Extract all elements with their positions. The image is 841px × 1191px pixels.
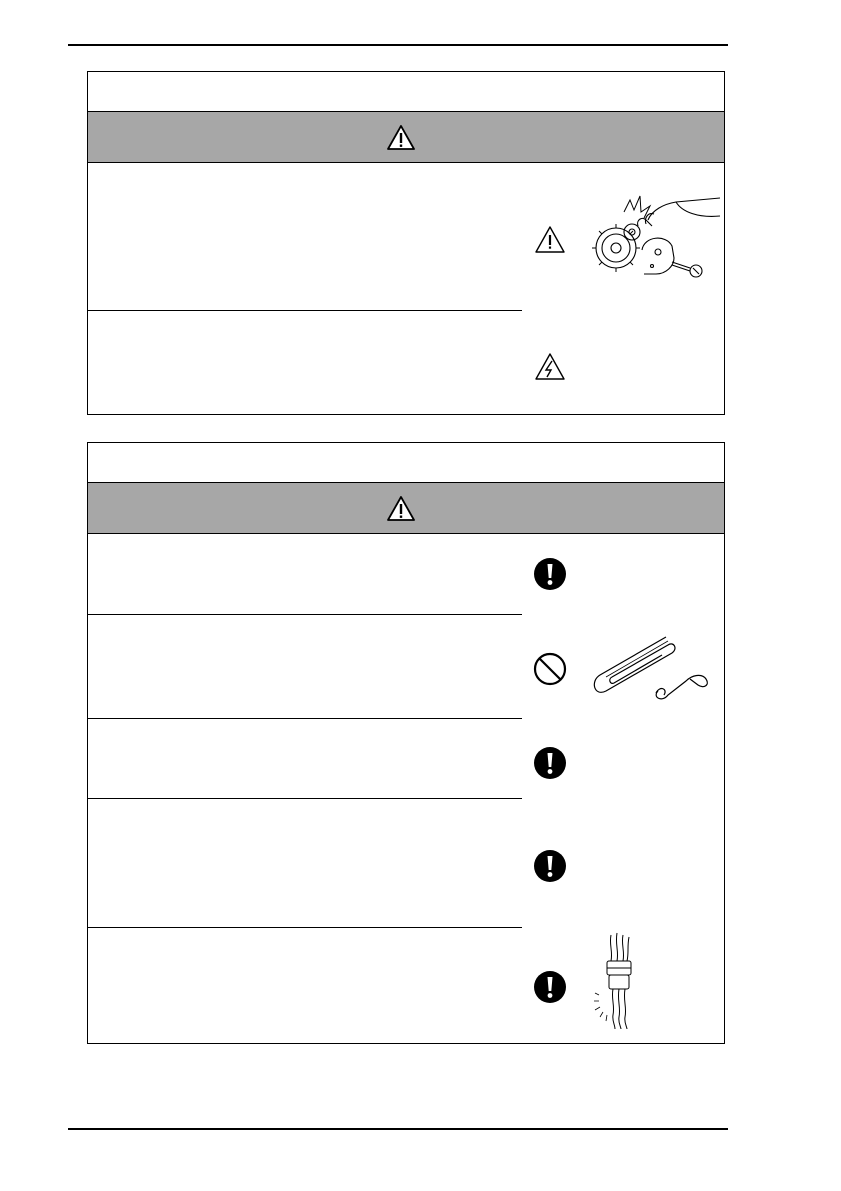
section-2-row-2 bbox=[88, 615, 522, 719]
section-1-warning-bar bbox=[88, 112, 724, 163]
safety-section-1 bbox=[87, 71, 725, 415]
warning-triangle-icon bbox=[386, 495, 416, 522]
safety-section-2 bbox=[87, 442, 725, 1044]
paper-clip-illustration bbox=[586, 631, 721, 706]
section-2-title bbox=[88, 443, 724, 483]
caution-triangle-icon bbox=[534, 225, 566, 254]
warning-triangle-icon bbox=[386, 124, 416, 151]
section-2-row-1 bbox=[88, 534, 522, 615]
mandatory-icon bbox=[533, 746, 567, 780]
mandatory-icon bbox=[533, 849, 567, 883]
section-1-row-2 bbox=[88, 311, 522, 414]
high-voltage-icon bbox=[534, 352, 566, 381]
footer-rule bbox=[68, 1128, 728, 1130]
section-2-row-4 bbox=[88, 799, 522, 928]
header-rule bbox=[68, 44, 728, 46]
section-1-title bbox=[88, 72, 724, 112]
section-2-row-3 bbox=[88, 719, 522, 799]
mandatory-icon bbox=[533, 557, 567, 591]
section-2-warning-bar bbox=[88, 483, 724, 534]
prohibited-icon bbox=[533, 652, 567, 686]
section-1-row-1 bbox=[88, 163, 522, 311]
gear-hand-screw-illustration bbox=[586, 190, 726, 290]
section-2-row-5 bbox=[88, 928, 522, 1042]
damaged-wire-harness-illustration bbox=[593, 931, 643, 1031]
mandatory-icon bbox=[533, 970, 567, 1004]
